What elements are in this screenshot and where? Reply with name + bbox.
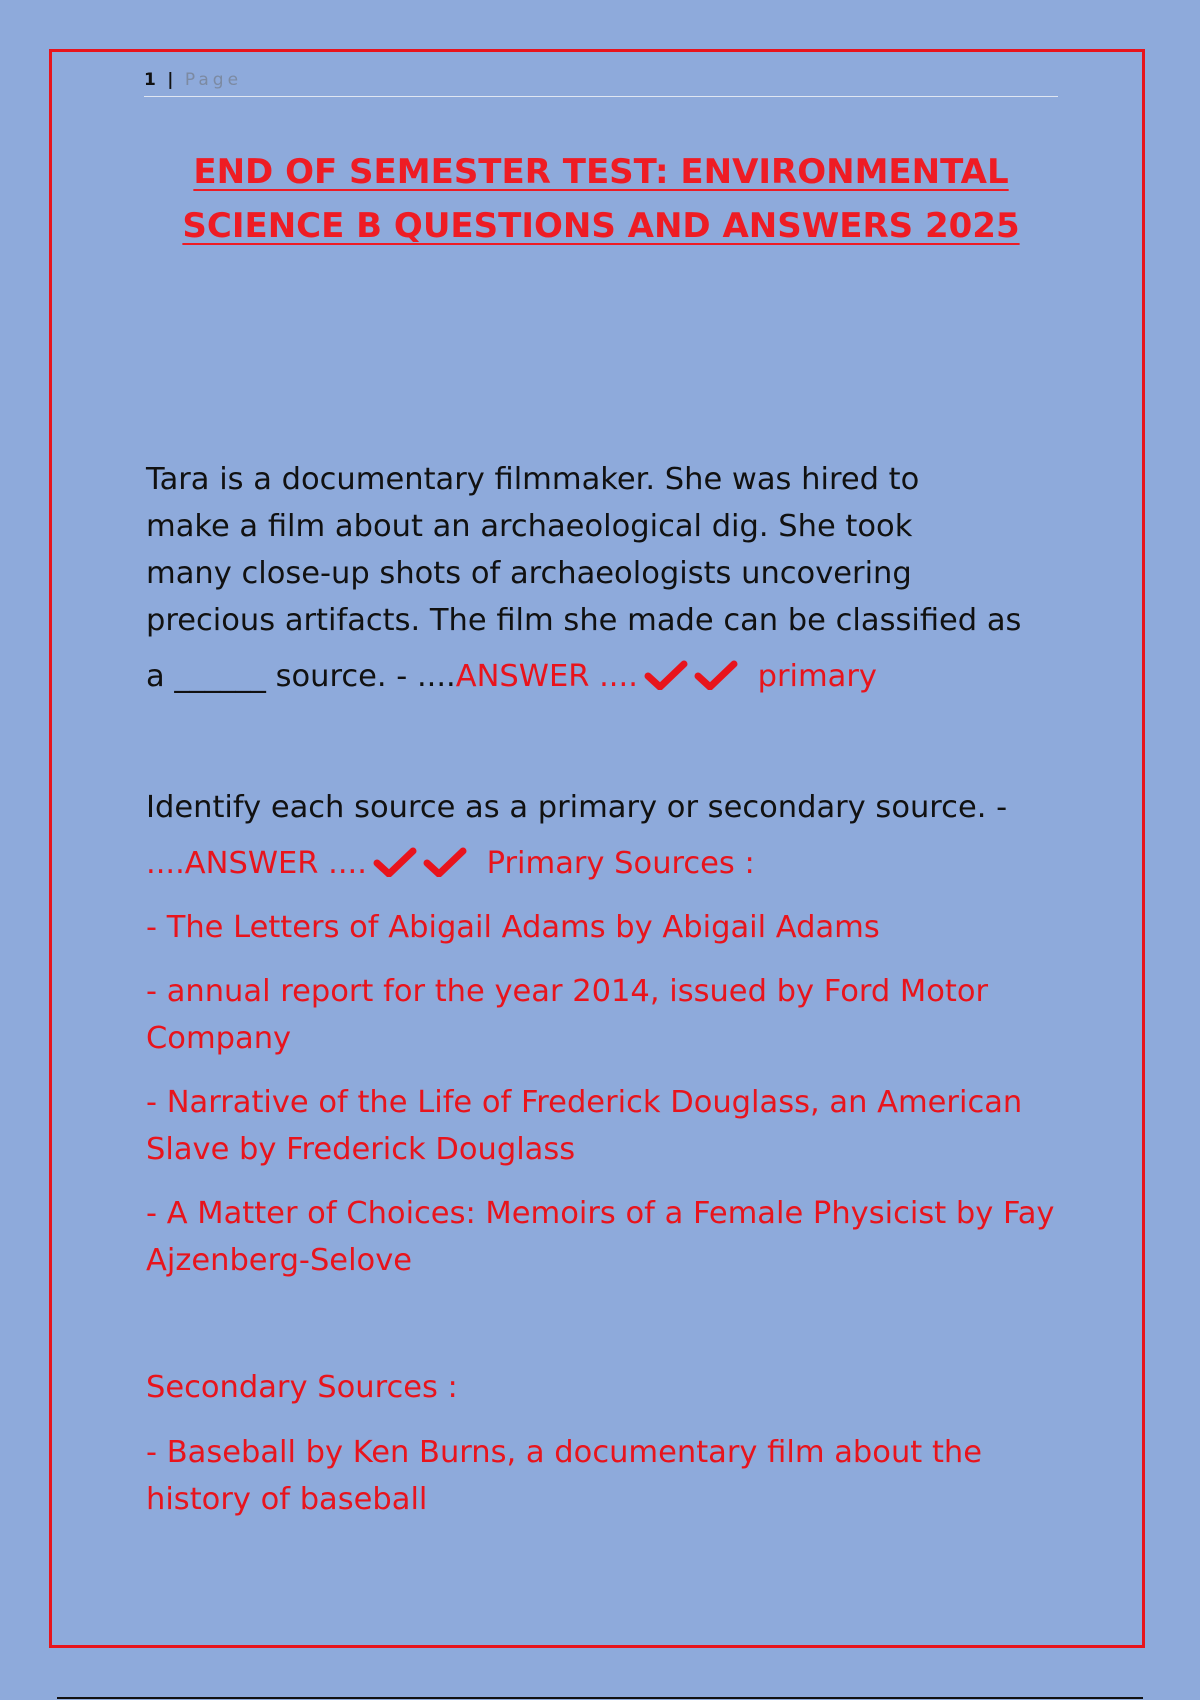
- question-1-blank: a ______ source. - ....: [146, 659, 456, 694]
- title-line-2: SCIENCE B QUESTIONS AND ANSWERS 2025: [182, 206, 1020, 246]
- page-label: Page: [184, 70, 243, 90]
- question-1-line-3: many close-up shots of archaeologists uncovering: [146, 556, 912, 591]
- list-item: - Baseball by Ken Burns, a documentary film about the history of baseball: [146, 1435, 982, 1517]
- check-mark-icon: [373, 847, 417, 877]
- question-1-line-1: Tara is a documentary filmmaker. She was hired to: [146, 462, 920, 497]
- footer-divider: [57, 1697, 1143, 1699]
- question-2-answer-line: [146, 840, 1066, 887]
- check-mark-icon: [644, 660, 688, 690]
- title-line-1: END OF SEMESTER TEST: ENVIRONMENTAL: [193, 152, 1009, 192]
- document-title: [144, 145, 1058, 253]
- page-header: [144, 70, 1058, 97]
- question-1-line-2: make a film about an archaeological dig. She took: [146, 509, 913, 544]
- question-1-answer-line: [146, 653, 1066, 700]
- list-item: - A Matter of Choices: Memoirs of a Female Physicist by Fay Ajzenberg-Selove: [146, 1196, 1055, 1278]
- list-item: - The Letters of Abigail Adams by Abigail Adams: [146, 910, 880, 945]
- page-number: 1: [144, 70, 159, 90]
- answer-label: ANSWER ....: [455, 659, 638, 694]
- question-1-answer: primary: [757, 659, 877, 694]
- question-1-line-4: precious artifacts. The film she made can be classified as: [146, 603, 1022, 638]
- question-2: [146, 784, 1066, 887]
- question-1: [146, 456, 1066, 700]
- check-mark-icon: [423, 847, 467, 877]
- list-item: - Narrative of the Life of Frederick Douglass, an American Slave by Frederick Douglass: [146, 1085, 1023, 1167]
- page-separator: |: [167, 70, 177, 90]
- answer-label: ....ANSWER ....: [146, 846, 367, 881]
- secondary-sources-heading: Secondary Sources :: [146, 1370, 458, 1405]
- question-2-line-1: Identify each source as a primary or secondary source. -: [146, 790, 1008, 825]
- primary-sources-heading: Primary Sources :: [486, 846, 755, 881]
- list-item: - annual report for the year 2014, issued by Ford Motor Company: [146, 974, 989, 1056]
- check-mark-icon: [694, 660, 738, 690]
